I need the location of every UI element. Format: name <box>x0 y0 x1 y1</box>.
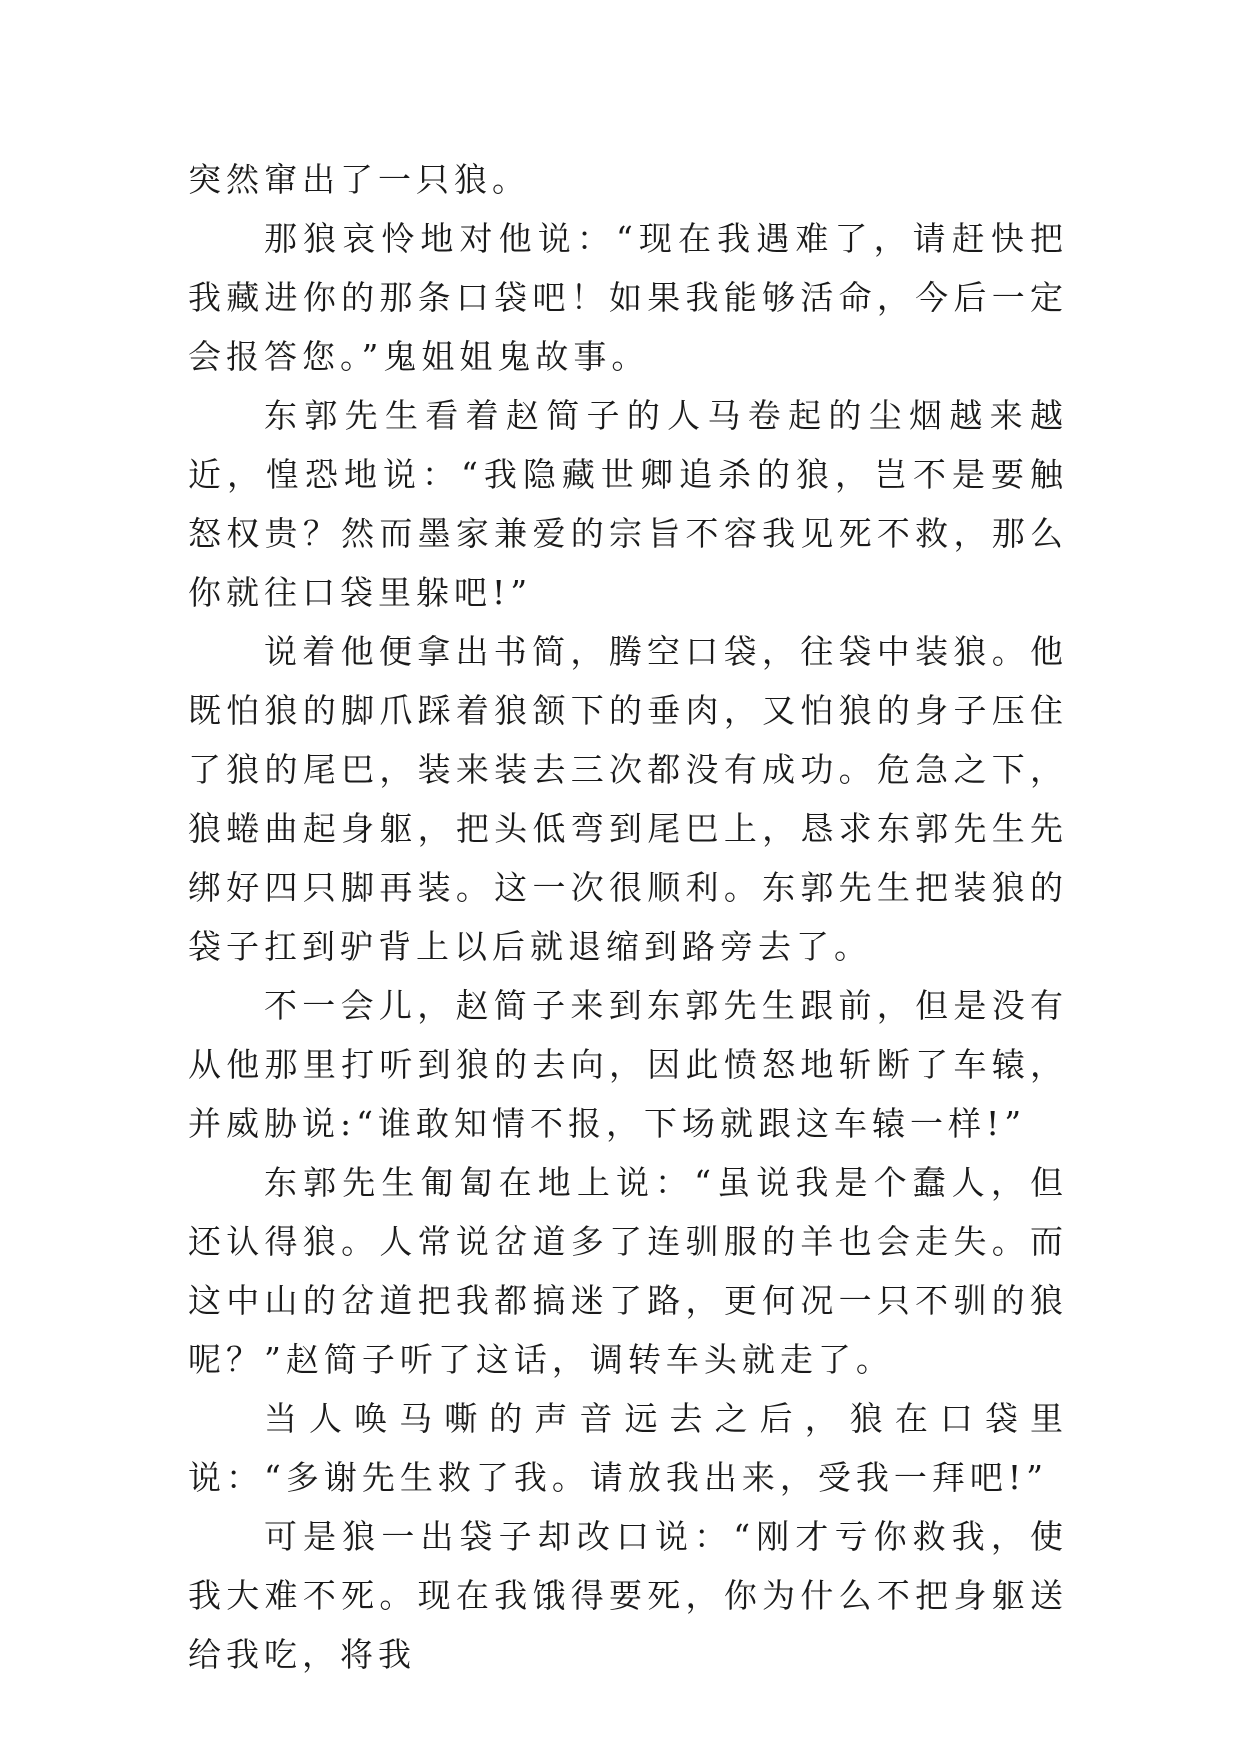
paragraph: 东郭先生匍匐在地上说：“虽说我是个蠢人，但还认得狼。人常说岔道多了连驯服的羊也会走失。而这中山的岔道把我都搞迷了路，更何况一只不驯的狼呢？”赵简子听了这话，调转车头就走了。 <box>188 1163 1068 1379</box>
paragraph: 说着他便拿出书简，腾空口袋，往袋中装狼。他既怕狼的脚爪踩着狼颔下的垂肉，又怕狼的身子压住了狼的尾巴，装来装去三次都没有成功。危急之下，狼蜷曲起身躯，把头低弯到尾巴上，恳求东郭先生先绑好四只脚再装。这一次很顺利。东郭先生把装狼的袋子扛到驴背上以后就退缩到路旁去了。 <box>188 632 1068 966</box>
paragraph: 当人唤马嘶的声音远去之后，狼在口袋里说：“多谢先生救了我。请放我出来，受我一拜吧!” <box>188 1399 1068 1497</box>
paragraph: 突然窜出了一只狼。 <box>188 160 530 199</box>
paragraph: 那狼哀怜地对他说：“现在我遇难了，请赶快把我藏进你的那条口袋吧！如果我能够活命，今后一定会报答您。”鬼姐姐鬼故事。 <box>188 219 1068 376</box>
paragraph: 不一会儿，赵简子来到东郭先生跟前，但是没有从他那里打听到狼的去向，因此愤怒地斩断了车辕，并威胁说:“谁敢知情不报，下场就跟这车辕一样!” <box>188 986 1068 1143</box>
document-body <box>188 150 1068 1684</box>
paragraph: 可是狼一出袋子却改口说：“刚才亏你救我，使我大难不死。现在我饿得要死，你为什么不把身躯送给我吃，将我 <box>188 1517 1068 1674</box>
paragraph: 东郭先生看着赵简子的人马卷起的尘烟越来越近，惶恐地说：“我隐藏世卿追杀的狼，岂不是要触怒权贵？然而墨家兼爱的宗旨不容我见死不救，那么你就往口袋里躲吧!” <box>188 396 1068 612</box>
